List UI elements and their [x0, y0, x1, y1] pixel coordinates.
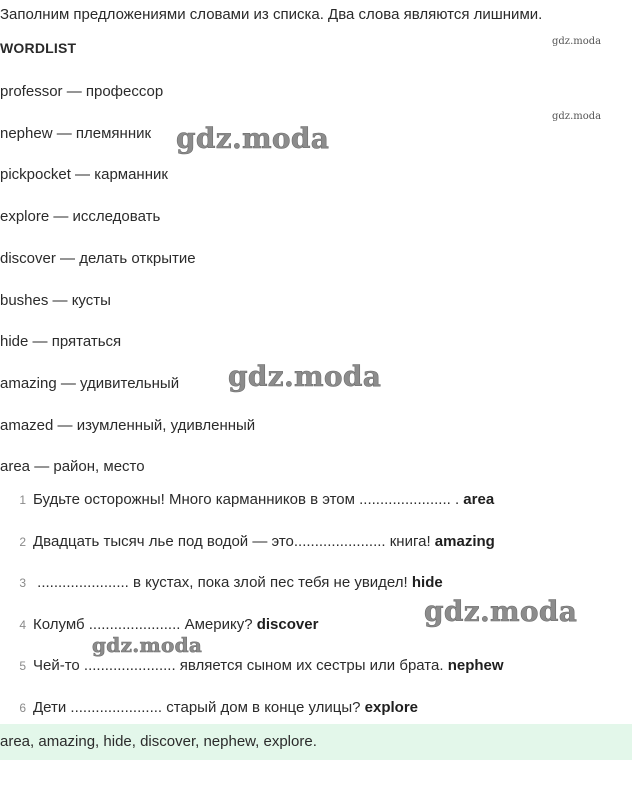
exercise-number: 1	[19, 493, 26, 507]
watermark-small: gdz.moda	[552, 111, 602, 122]
wordlist-heading: WORDLIST	[0, 40, 77, 56]
word-item-bushes: bushes — кусты	[0, 292, 111, 309]
exercise-number: 6	[19, 701, 26, 715]
exercise-text: Будьте осторожны! Много карманников в этом ...................... .	[33, 491, 464, 508]
word-item-amazed: amazed — изумленный, удивленный	[0, 417, 256, 434]
word-item-area: area — район, место	[0, 458, 145, 475]
watermark: gdz.moda	[176, 122, 330, 155]
word-item-explore: explore — исследовать	[0, 208, 161, 225]
watermark: gdz.moda	[92, 633, 203, 657]
word-item-hide: hide — прятаться	[0, 333, 122, 350]
exercise-item	[0, 491, 494, 508]
exercise-answer: amazing	[434, 533, 495, 550]
exercise-answer: discover	[256, 616, 319, 633]
exercise-answer: nephew	[447, 657, 504, 674]
exercise-text: ...................... в кустах, пока злой пес тебя не увидел!	[33, 574, 412, 591]
exercise-number: 5	[19, 659, 26, 673]
exercise-item	[0, 699, 418, 716]
exercise-item	[0, 574, 443, 591]
exercise-item	[0, 533, 495, 550]
word-item-pickpocket: pickpocket — карманник	[0, 166, 168, 183]
watermark-small: gdz.moda	[552, 36, 602, 47]
exercise-text: Дети ...................... старый дом в конце улицы?	[33, 699, 365, 716]
watermark: gdz.moda	[424, 595, 578, 628]
exercise-text: Двадцать тысяч лье под водой — это...................... книга!	[33, 533, 435, 550]
exercise-number: 2	[19, 535, 26, 549]
word-item-amazing: amazing — удивительный	[0, 375, 180, 392]
exercise-item	[0, 657, 504, 674]
exercise-answer: hide	[411, 574, 443, 591]
exercise-text: Колумб ...................... Америку?	[33, 616, 257, 633]
word-item-nephew: nephew — племянник	[0, 125, 152, 142]
exercise-item	[0, 616, 318, 633]
watermark: gdz.moda	[228, 360, 382, 393]
answer-highlight: area, amazing, hide, discover, nephew, explore.	[0, 724, 632, 760]
instruction-text: Заполним предложениями словами из списка. Два слова являются лишними.	[0, 6, 543, 23]
exercise-number: 3	[19, 576, 26, 590]
word-item-discover: discover — делать открытие	[0, 250, 196, 267]
word-item-professor: professor — профессор	[0, 83, 164, 100]
exercise-number: 4	[19, 618, 26, 632]
exercise-answer: area	[463, 491, 495, 508]
exercise-text: Чей-то ...................... является сыном их сестры или брата.	[33, 657, 448, 674]
exercise-answer: explore	[364, 699, 419, 716]
